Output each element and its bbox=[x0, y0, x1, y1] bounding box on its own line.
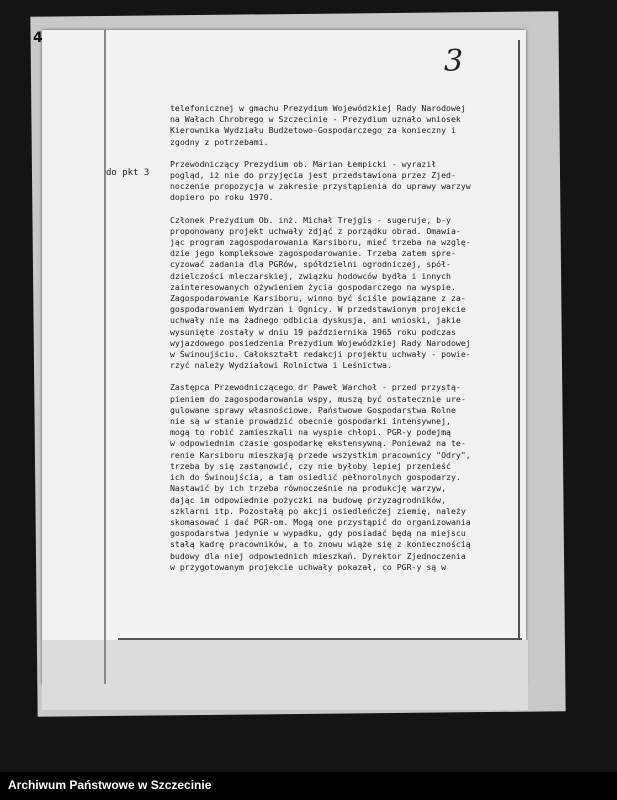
archive-name: Archiwum Państwowe w Szczecinie bbox=[8, 778, 212, 792]
text-line: ich do Świnoujścia, a tam osiedlić pełnorolnych gospodarzy. bbox=[170, 472, 461, 483]
agenda-point-label: do pkt 3 bbox=[106, 168, 150, 178]
text-line: gospodarowaniem Wydrzan i Ognicy. W przedstawionym projekcie bbox=[170, 304, 466, 315]
text-line: pogląd, iż nie do przyjęcia jest przedstawiona przez Zjed- bbox=[170, 170, 456, 181]
text-line: dzie jego kompleksowe zagospodarowanie. Trzeba zatem spre- bbox=[170, 248, 456, 259]
text-line: gulowane sprawy własnościowe. Państwowe Gospodarstwa Rolne bbox=[170, 404, 456, 415]
text-line: gospodarstwa jedynie w wypadku, gdy posiadać będą na miejscu bbox=[170, 528, 466, 539]
text-line: skomasować i dać PGR-om. Mogą one przystąpić do organizowania bbox=[170, 516, 471, 527]
page-number: 3 bbox=[444, 44, 464, 79]
text-line: Zagospodarowanie Karsiboru, winno być ściśle powiązane z za- bbox=[170, 293, 466, 304]
text-line: w Świnoujściu. Całokształt redakcji projektu uchwały - powie- bbox=[170, 349, 471, 360]
text-line: Kierownika Wydziału Budżetowo-Gospodarczego za konieczny i bbox=[170, 125, 456, 136]
text-line: zgodny z potrzebami. bbox=[170, 136, 269, 147]
text-line: renie Karsiboru mieszkają przede wszystkim pracownicy "Odry", bbox=[170, 449, 471, 460]
text-line: trzeba by się zastanowić, czy nie byłoby lepiej przenieść bbox=[170, 460, 451, 471]
text-line: Członek Prezydium Ob. inż. Michał Trejgis - sugeruje, b-y bbox=[170, 214, 451, 225]
text-line: nie są w stanie prowadzić obecnie gospodarki intensywnej, bbox=[170, 416, 451, 427]
text-line: na Wałach Chrobrego w Szczecinie - Prezydium uznało wniosek bbox=[170, 114, 461, 125]
text-line: mogą to robić zamieszkali na wyspie chłopi. PGR-y podejmą bbox=[170, 427, 451, 438]
text-line: Zastępca Przewodniczącego dr Paweł Warchoł - przed przystą- bbox=[170, 382, 461, 393]
text-line: w przygotowanym projekcie uchwały pokazał, co PGR-y są w bbox=[170, 561, 447, 572]
text-line: Przewodniczący Prezydium ob. Marian Łempicki - wyraził bbox=[170, 158, 437, 169]
text-line: pieniem do zagospodarowania wspy, muszą być ostatecznie ure- bbox=[170, 393, 466, 404]
text-line: jąc program zagospodarowania Karsiboru, mieć trzeba na wzglę- bbox=[170, 237, 471, 248]
page-bottom-edge bbox=[118, 638, 522, 640]
text-line: Nastawić by ich trzeba równocześnie na produkcję warzyw, bbox=[170, 483, 447, 494]
document-body bbox=[170, 103, 510, 584]
text-line: dzielczości mleczarskiej, związku hodowców bydła i innych bbox=[170, 270, 451, 281]
paragraph-3 bbox=[170, 215, 510, 372]
paragraph-4 bbox=[170, 382, 510, 572]
text-line: budowy dla niej odpowiednich mieszkań. Dyrektor Zjednoczenia bbox=[170, 550, 466, 561]
text-line: szklarni itp. Pozostałą po akcji osiedleńczej ziemię, należy bbox=[170, 505, 466, 516]
page-right-edge bbox=[518, 40, 520, 640]
paragraph-1 bbox=[170, 103, 510, 148]
text-line: wysunięte zostały w dniu 19 października 1965 roku podczas bbox=[170, 326, 456, 337]
text-line: telefonicznej w gmachu Prezydium Wojewódzkiej Rady Narodowej bbox=[170, 103, 466, 113]
margin-line bbox=[104, 30, 106, 684]
text-line: proponowany projekt uchwały zdjąć z porządku obrad. Omawia- bbox=[170, 225, 461, 236]
under-sheet bbox=[42, 640, 528, 710]
text-line: cyzować zadania dla PGRów, spółdzielni ogrodniczej, spół- bbox=[170, 259, 451, 270]
archive-footer bbox=[0, 772, 617, 800]
text-line: stałą kadrę pracowników, a to znowu wiąże się z koniecznością bbox=[170, 539, 471, 550]
paragraph-2 bbox=[170, 159, 510, 204]
text-line: rzyć należy Wydziałowi Rolnictwa i Leśnictwa. bbox=[170, 360, 392, 371]
text-line: noczenie propozycja w zakresie przystąpienia do uprawy warzyw bbox=[170, 181, 471, 192]
corner-mark: 4 bbox=[33, 30, 43, 46]
text-line: w odpowiednim czasie gospodarkę ekstensywną. Ponieważ na te- bbox=[170, 438, 466, 449]
text-line: dopiero po roku 1970. bbox=[170, 192, 274, 203]
text-line: wyjazdowego posiedzenia Prezydium Wojewódzkiej Rady Narodowej bbox=[170, 337, 471, 348]
text-line: uchwały nie ma żadnego odbicia dyskusja, ani wnioski, jakie bbox=[170, 315, 461, 326]
text-line: zainteresowanych ożywieniem życia gospodarczego na wyspie. bbox=[170, 281, 456, 292]
text-line: dając im odpowiednie pożyczki na budowę przyzagrodników, bbox=[170, 494, 447, 505]
